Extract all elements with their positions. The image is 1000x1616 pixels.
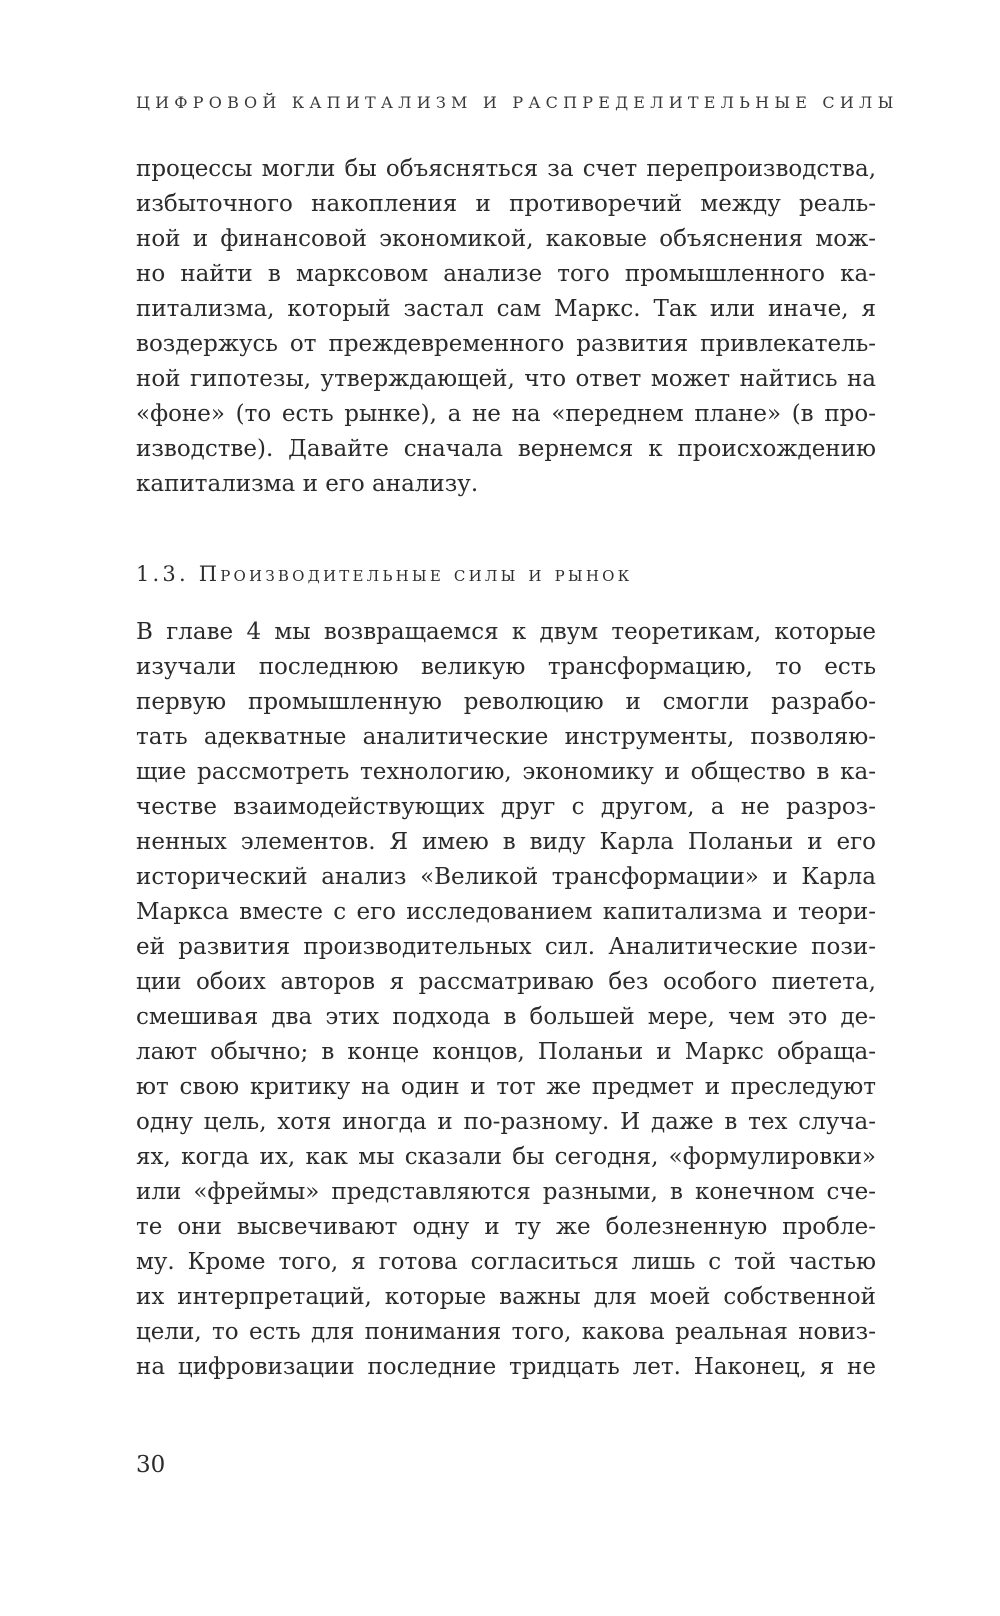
text-line: капитализма и его анализу. <box>136 471 479 497</box>
text-line: «фоне» (то есть рынке), а не на «переднем плане» (в про- <box>136 401 876 427</box>
text-line: те они высвечивают одну и ту же болезненную пробле- <box>136 1214 876 1240</box>
text-line: на цифровизации последние тридцать лет. Наконец, я не <box>136 1354 876 1380</box>
text-line: исторический анализ «Великой трансформации» и Карла <box>136 864 876 890</box>
text-line: изводстве). Давайте сначала вернемся к происхождению <box>136 436 876 462</box>
text-line: лают обычно; в конце концов, Поланьи и Маркс обраща- <box>136 1039 876 1065</box>
text-line: изучали последнюю великую трансформацию, то есть <box>136 654 876 680</box>
text-line: воздержусь от преждевременного развития привлекатель- <box>136 331 876 357</box>
text-line: ненных элементов. Я имею в виду Карла Поланьи и его <box>136 829 876 855</box>
text-line: питализма, который застал сам Маркс. Так или иначе, я <box>136 296 876 322</box>
text-line: ной и финансовой экономикой, каковые объяснения мож- <box>136 226 876 252</box>
text-line: Маркса вместе с его исследованием капитализма и теори- <box>136 899 876 925</box>
text-line: ей развития производительных сил. Аналитические пози- <box>136 934 876 960</box>
text-line: их интерпретаций, которые важны для моей собственной <box>136 1284 876 1310</box>
text-line: честве взаимодействующих друг с другом, а не разроз- <box>136 794 876 820</box>
section-heading: 1.3. Производительные силы и рынок <box>136 562 633 586</box>
text-line: но найти в марксовом анализе того промышленного ка- <box>136 261 876 287</box>
text-line: му. Кроме того, я готова согласиться лишь с той частью <box>136 1249 876 1275</box>
text-line: или «фреймы» представляются разными, в конечном сче- <box>136 1179 876 1205</box>
paragraph-1 <box>136 152 876 502</box>
text-line: цели, то есть для понимания того, какова реальная новиз- <box>136 1319 876 1345</box>
text-line: ной гипотезы, утверждающей, что ответ может найтись на <box>136 366 876 392</box>
text-line: ции обоих авторов я рассматриваю без особого пиетета, <box>136 969 876 995</box>
paragraph-2 <box>136 615 876 1385</box>
text-line: тать адекватные аналитические инструменты, позволяю- <box>136 724 876 750</box>
page-number: 30 <box>136 1452 166 1478</box>
text-line: щие рассмотреть технологию, экономику и общество в ка- <box>136 759 876 785</box>
text-line: процессы могли бы объясняться за счет перепроизводства, <box>136 156 876 182</box>
text-line: ях, когда их, как мы сказали бы сегодня, «формулировки» <box>136 1144 876 1170</box>
text-line: избыточного накопления и противоречий между реаль- <box>136 191 876 217</box>
text-line: ют свою критику на один и тот же предмет и преследуют <box>136 1074 876 1100</box>
text-line: смешивая два этих подхода в большей мере, чем это де- <box>136 1004 876 1030</box>
text-line: первую промышленную революцию и смогли разрабо- <box>136 689 876 715</box>
text-line: В главе 4 мы возвращаемся к двум теоретикам, которые <box>136 619 876 645</box>
running-header: ЦИФРОВОЙ КАПИТАЛИЗМ И РАСПРЕДЕЛИТЕЛЬНЫЕ СИЛЫ <box>136 93 899 112</box>
text-line: одну цель, хотя иногда и по-разному. И даже в тех случа- <box>136 1109 876 1135</box>
